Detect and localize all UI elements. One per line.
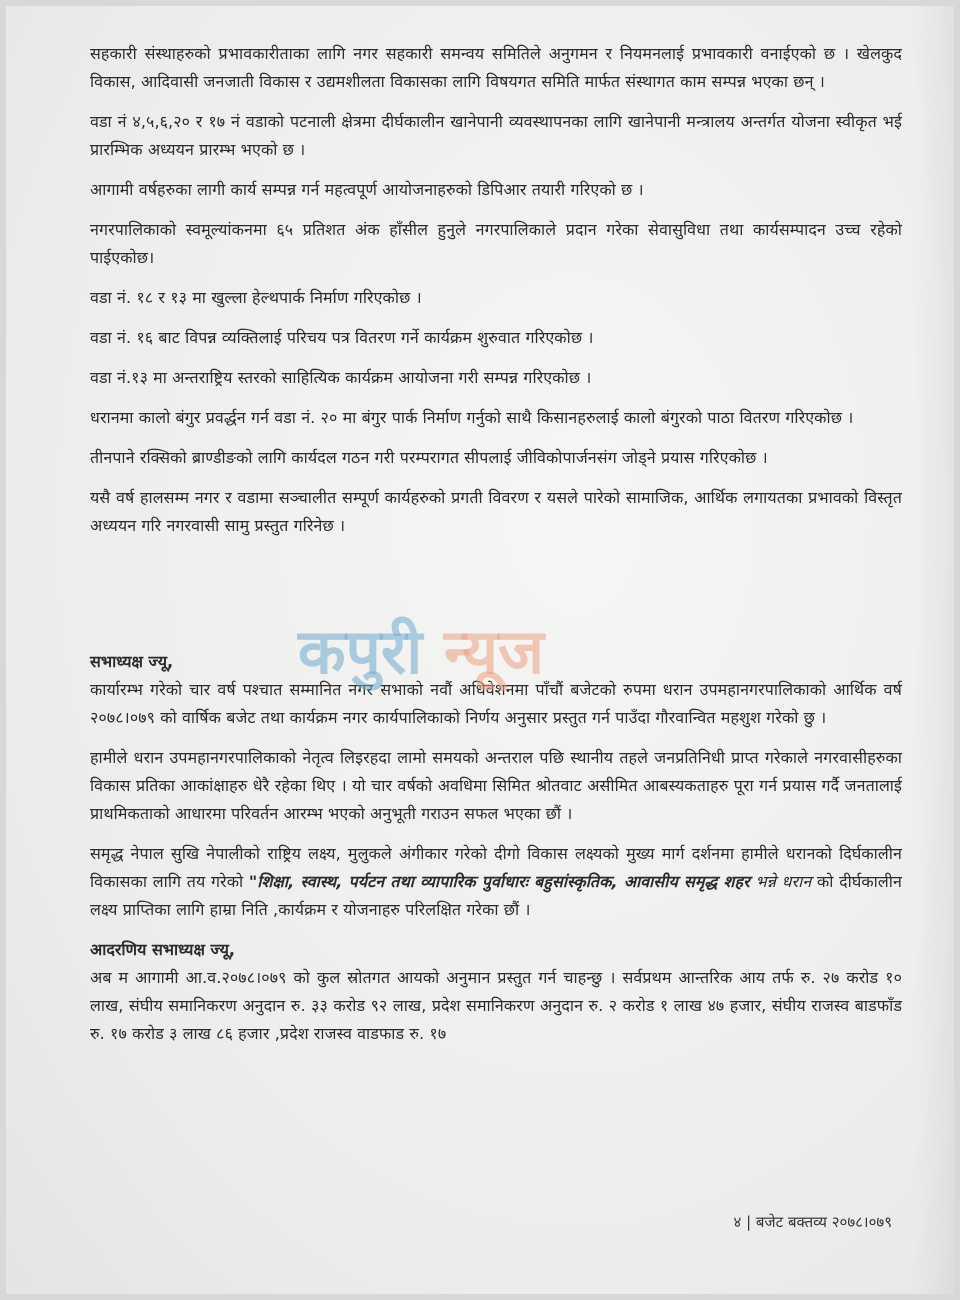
paragraph-water-supply: वडा नं ४,५,६,२० र १७ नं वडाको पटनाली क्षेत्रमा दीर्घकालीन खानेपानी व्यवस्थापनका लागि खानेपानी मन्त्रालय अन्तर्गत योजना स्वीकृत भई प्रारम्भिक अध्ययन प्रारम्भ भएको छ । <box>90 112 902 159</box>
paragraph-literary-event: वडा नं.१३ मा अन्तराष्ट्रिय स्तरको साहित्यिक कार्यक्रम आयोजना गरी सम्पन्न गरिएकोछ । <box>90 368 592 387</box>
paragraph-progress-report: यसै वर्ष हालसम्म नगर र वडामा सञ्चालीत सम्पूर्ण कार्यहरुको प्रगती विवरण र यसले पारेको सामाजिक, आर्थिक लगायतका प्रभावको विस्तृत अध्ययन गरि नगरवासी सामु प्रस्तुत गरिनेछ । <box>90 488 902 535</box>
paper-shadow <box>914 6 954 1294</box>
vision-emphasis: "शिक्षा, स्वास्थ, पर्यटन तथा व्यापारिक पुर्वाधारः बहुसांस्कृतिक, आवासीय समृद्ध शहर <box>248 872 750 891</box>
paragraph-id-cards: वडा नं. १६ बाट विपन्न व्यक्तिलाई परिचय पत्र वितरण गर्ने कार्यक्रम शुरुवात गरिएकोछ । <box>90 328 594 347</box>
watermark-part2: न्यूज <box>443 615 545 688</box>
paragraph-dpr: आगामी वर्षहरुका लागी कार्य सम्पन्न गर्न महत्वपूर्ण आयोजनाहरुको डिपिआर तयारी गरिएको छ । <box>90 180 644 199</box>
watermark-part1: कपुरी <box>298 615 423 688</box>
paragraph-budget-intro: कार्यारम्भ गरेको चार वर्ष पश्चात सम्मानित नगर सभाको नवौं अधिवेशनमा पाँचौं बजेटको रुपमा धरान उपमहानगरपालिकाको आर्थिक वर्ष २०७८।०७९ को वार्षिक बजेट तथा कार्यक्रम नगर कार्यपालिकाको निर्णय अनुसार प्रस्तुत गर्न पाउँदा गौरवान्वित महशुश गरेको छु । <box>90 680 902 727</box>
vision-text-before: समृद्ध नेपाल सुखि नेपालीको राष्ट्रिय लक्ष्य, मुलुकले अंगीकार गरेको दीगो विकास लक्ष्यको मुख्य मार्ग दर्शनमा हामीले धरानको दिर्घकालीन विकासका लागि तय गरेको <box>90 844 902 891</box>
paragraph-health-park: वडा नं. १८ र १३ मा खुल्ला हेल्थपार्क निर्माण गरिएकोछ । <box>90 288 422 307</box>
paragraph-self-assessment: नगरपालिकाको स्वमूल्यांकनमा ६५ प्रतिशत अंक हाँसील हुनुले नगरपालिकाले प्रदान गरेका सेवासुविधा तथा कार्यसम्पादन उच्च रहेको पाईएकोछ। <box>90 220 902 267</box>
section-heading-respected-chairperson: आदरणिय सभाध्यक्ष ज्यू, <box>90 940 236 959</box>
watermark-gap <box>90 552 902 648</box>
page-content <box>90 40 902 1060</box>
paragraph-revenue-estimate: अब म आगामी आ.व.२०७८।०७९ को कुल स्रोतगत आयको अनुमान प्रस्तुत गर्न चाहन्छु । सर्वप्रथम आन्तरिक आय तर्फ रु. २७ करोड १० लाख, संघीय समानिकरण अनुदान रु. ३३ करोड ९२ लाख, प्रदेश समानिकरण अनुदान रु. २ करोड १ लाख ४७ हजार, संघीय राजस्व बाडफाँड रु. १७ करोड ३ लाख ८६ हजार ,प्रदेश राजस्व वाडफाड रु. १७ <box>90 968 902 1043</box>
vision-italic: भन्ने धरान <box>749 872 812 891</box>
vision-text-after: को दीर्घकालीन लक्ष्य प्राप्तिका लागि हाम्रा निति ,कार्यक्रम र योजनाहरु परिलक्षित गरेका छौं । <box>90 872 903 919</box>
section-heading-chairperson: सभाध्यक्ष ज्यू, <box>90 652 174 671</box>
paragraph-leadership: हामीले धरान उपमहानगरपालिकाको नेतृत्व लिइरहदा लामो समयको अन्तराल पछि स्थानीय तहले जनप्रतिनिधी प्राप्त गरेकाले नगरवासीहरुका विकास प्रतिका आकांक्षाहरु धेरै रहेका थिए । यो चार वर्षको अवधिमा सिमित श्रोतवाट असीमित आबस्यकताहरु पूरा गर्न प्रयास गर्दै जनतालाई प्राथमिकताको आधारमा परिवर्तन आरम्भ भएको अनुभूती गराउन सफल भएका छौं । <box>90 748 902 823</box>
paragraph-black-pig: धरानमा कालो बंगुर प्रवर्द्धन गर्न वडा नं. २० मा बंगुर पार्क निर्माण गर्नुको साथै किसानहरुलाई कालो बंगुरको पाठा वितरण गरिएकोछ । <box>90 408 854 427</box>
paragraph-cooperatives: सहकारी संस्थाहरुको प्रभावकारीताका लागि नगर सहकारी समन्वय समितिले अनुगमन र नियमनलाई प्रभावकारी वनाईएको छ । खेलकुद विकास, आदिवासी जनजाती विकास र उद्यमशीलता विकासका लागि विषयगत समिति मार्फत संस्थागत काम सम्पन्न भएका छन् । <box>90 44 902 91</box>
paragraph-vision <box>90 840 902 924</box>
paragraph-tinpane-branding: तीनपाने रक्सिको ब्राण्डीङको लागि कार्यदल गठन गरी परम्परागत सीपलाई जीविकोपार्जनसंग जोड्ने प्रयास गरिएकोछ । <box>90 448 768 467</box>
page-footer: ४ | बजेट बक्तव्य २०७८।०७९ <box>733 1213 892 1231</box>
